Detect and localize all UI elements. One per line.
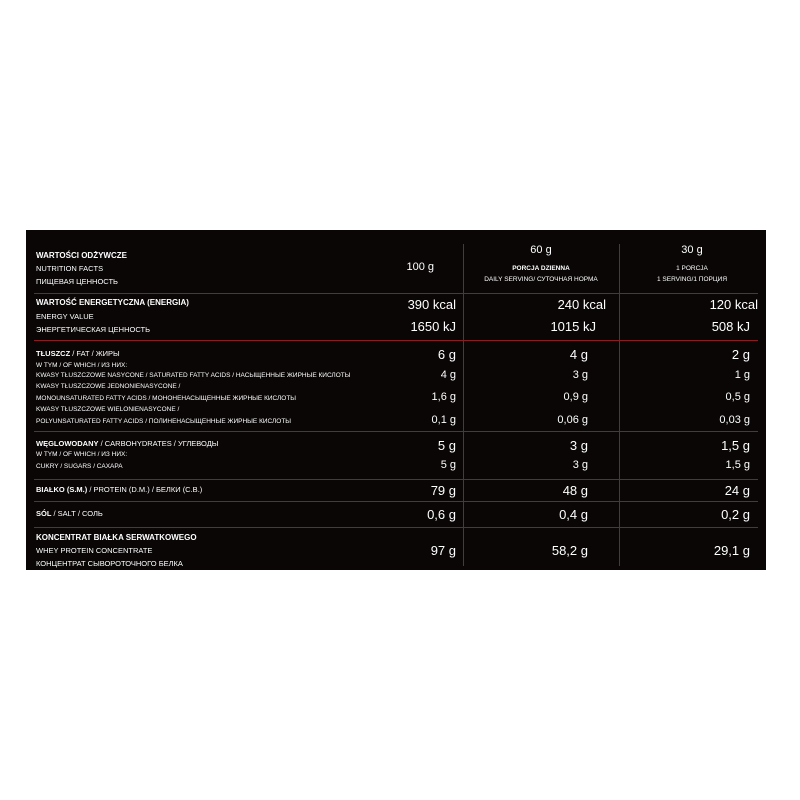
col3-header-sub1: 1 PORCJA [676,265,708,272]
salt-label: SÓL / SALT / СОЛЬ [36,509,103,518]
protein-100g: 79 g [430,483,456,498]
sugars-100g: 5 g [440,459,456,471]
fat-100g: 6 g [437,347,456,362]
header-label-pl: WARTOŚCI ODŻYWCZE [36,251,127,260]
energy-label-pl: WARTOŚĆ ENERGETYCZNA (ENERGIA) [36,298,189,307]
fat-of-which: W TYM / OF WHICH / ИЗ НИХ: [36,362,128,369]
energy-kj-30g: 508 kJ [711,319,750,334]
protein-label: BIAŁKO (S.M.) / PROTEIN (D.M.) / БЕЛКИ (С.В.) [36,485,203,494]
row-divider [34,479,758,480]
poly-60g: 0,06 g [557,414,588,426]
mono-60g: 0,9 g [563,391,588,403]
saturated-100g: 4 g [440,369,456,381]
whey-60g: 58,2 g [551,543,588,558]
row-divider [34,501,758,502]
energy-kj-60g: 1015 kJ [550,319,596,334]
fat-label: TŁUSZCZ / FAT / ЖИРЫ [36,349,120,358]
whey-label-ru: КОНЦЕНТРАТ СЫВОРОТОЧНОГО БЕЛКА [36,559,183,568]
carbs-of-which: W TYM / OF WHICH / ИЗ НИХ: [36,451,128,458]
col2-header-sub2: DAILY SERVING/ СУТОЧНАЯ НОРМА [484,276,598,283]
poly-30g: 0,03 g [719,414,750,426]
row-divider [34,340,758,341]
saturated-30g: 1 g [734,369,750,381]
energy-label-ru: ЭНЕРГЕТИЧЕСКАЯ ЦЕННОСТЬ [36,325,151,334]
header-label-ru: ПИЩЕВАЯ ЦЕННОСТЬ [36,277,118,286]
energy-kj-100g: 1650 kJ [410,319,456,334]
row-divider [34,431,758,432]
whey-30g: 29,1 g [713,543,750,558]
carbs-60g: 3 g [569,438,588,453]
energy-kcal-60g: 240 kcal [557,297,606,312]
fat-60g: 4 g [569,347,588,362]
row-divider [34,293,758,294]
col3-header-sub2: 1 SERVING/1 ПОРЦИЯ [656,276,728,283]
col1-header: 100 g [406,261,434,273]
mono-label-2: MONOUNSATURATED FATTY ACIDS / МОНОНЕНАСЫЩЕННЫЕ ЖИРНЫЕ КИСЛОТЫ [36,395,297,402]
protein-60g: 48 g [562,483,588,498]
sugars-label: CUKRY / SUGARS / САХАРА [36,463,123,470]
header-label-en: NUTRITION FACTS [36,264,104,273]
poly-100g: 0,1 g [431,414,456,426]
protein-30g: 24 g [724,483,750,498]
mono-label-1: KWASY TŁUSZCZOWE JEDNONIENASYCONE / [36,383,181,390]
carbs-30g: 1,5 g [721,438,750,453]
energy-label-en: ENERGY VALUE [36,312,94,321]
whey-label-pl: KONCENTRAT BIAŁKA SERWATKOWEGO [36,533,197,542]
col2-header-sub1: PORCJA DZIENNA [512,265,570,272]
nutrition-table [26,230,766,570]
col2-header-amount: 60 g [530,244,552,256]
saturated-60g: 3 g [572,369,588,381]
poly-label-2: POLYUNSATURATED FATTY ACIDS / ПОЛИНЕНАСЫЩЕННЫЕ ЖИРНЫЕ КИСЛОТЫ [36,418,292,425]
salt-60g: 0,4 g [559,507,588,522]
col3-header-amount: 30 g [681,244,703,256]
poly-label-1: KWASY TŁUSZCZOWE WIELONIENASYCONE / [36,406,180,413]
whey-label-en: WHEY PROTEIN CONCENTRATE [36,546,153,555]
mono-100g: 1,6 g [431,391,456,403]
carbs-100g: 5 g [437,438,456,453]
fat-30g: 2 g [731,347,750,362]
row-divider [34,527,758,528]
mono-30g: 0,5 g [725,391,750,403]
salt-30g: 0,2 g [721,507,750,522]
saturated-label: KWASY TŁUSZCZOWE NASYCONE / SATURATED FATTY ACIDS / НАСЫЩЕННЫЕ ЖИРНЫЕ КИСЛОТЫ [36,372,351,379]
sugars-30g: 1,5 g [725,459,750,471]
energy-kcal-100g: 390 kcal [407,297,456,312]
energy-kcal-30g: 120 kcal [709,297,758,312]
whey-100g: 97 g [430,543,456,558]
salt-100g: 0,6 g [427,507,456,522]
carbs-label: WĘGLOWODANY / CARBOHYDRATES / УГЛЕВОДЫ [36,439,219,448]
sugars-60g: 3 g [572,459,588,471]
